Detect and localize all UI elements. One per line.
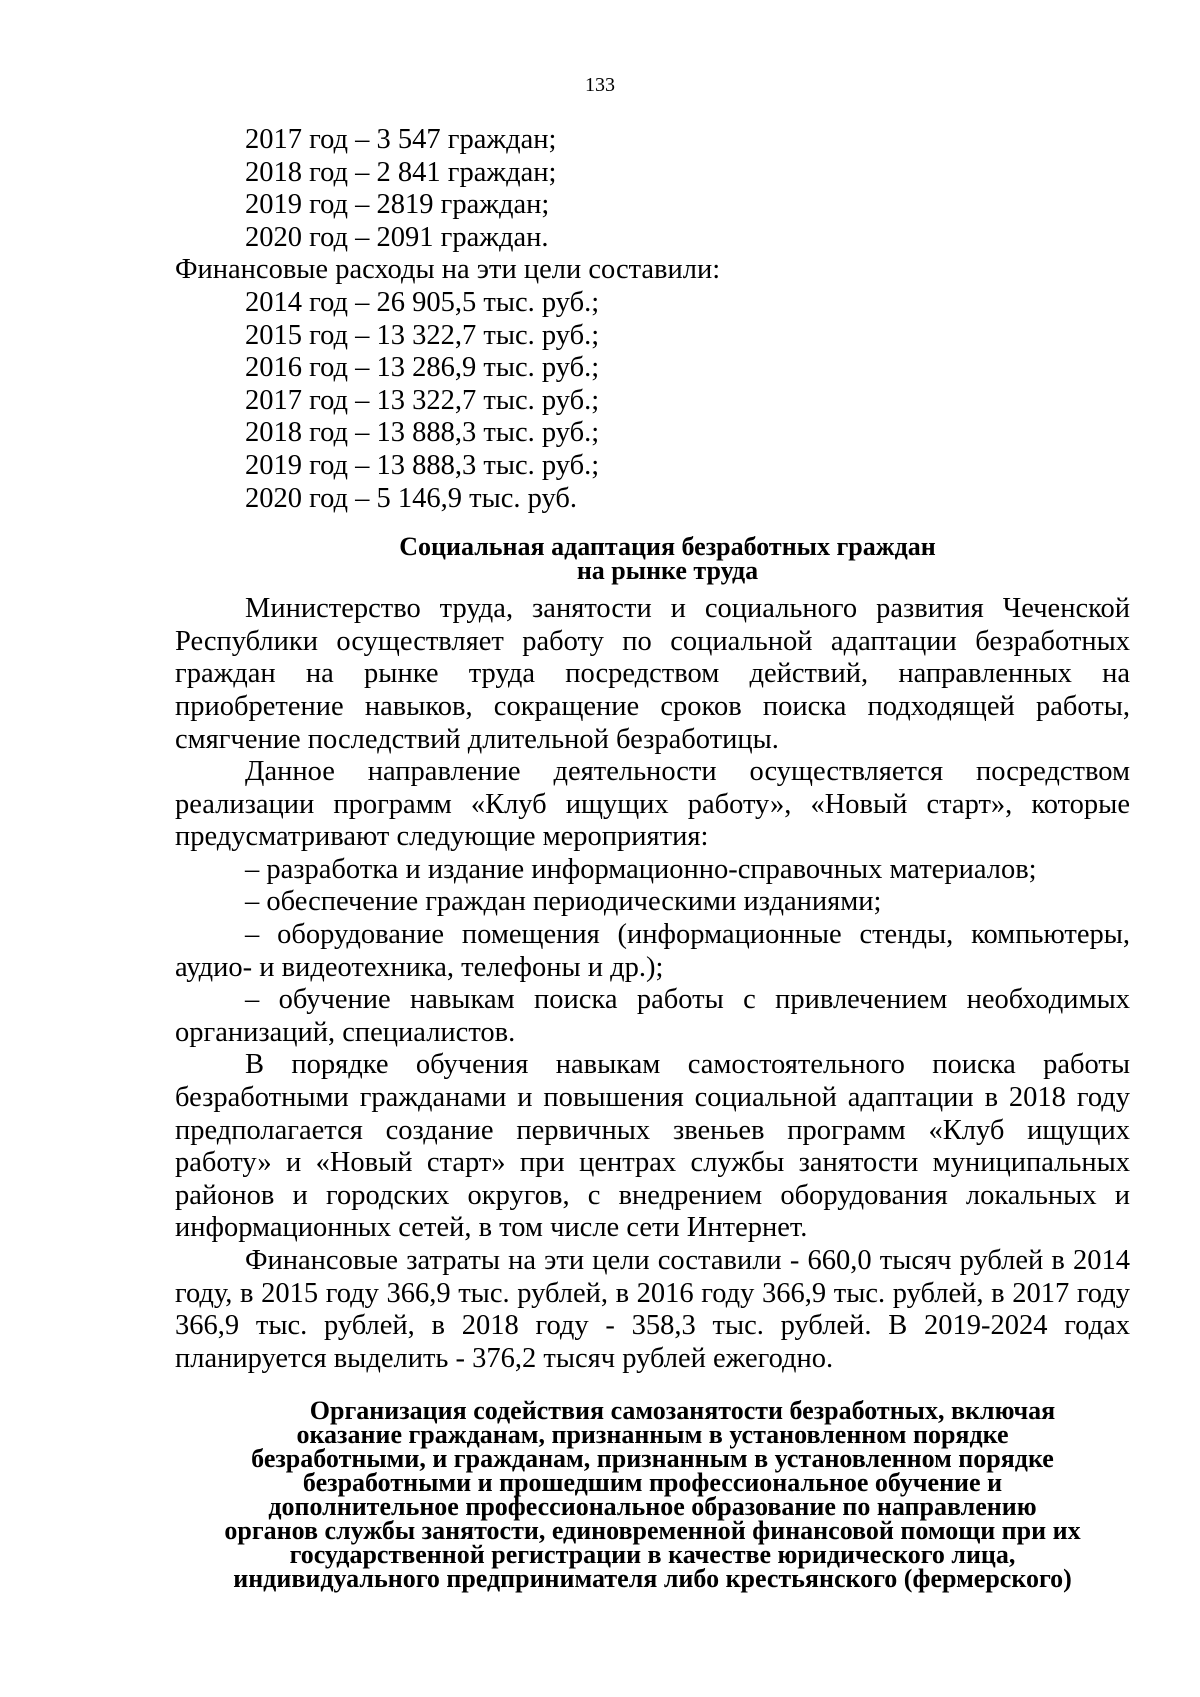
page-content [175, 124, 1130, 1594]
heading-line: безработными и прошедшим профессиональное обучение и [302, 1468, 1003, 1498]
heading-line: дополнительное профессиональное образование по направлению [268, 1492, 1037, 1522]
expenses-list [175, 287, 1130, 515]
page-number: 133 [585, 74, 615, 96]
heading-line: на рынке труда [576, 556, 759, 586]
heading-line: индивидуального предпринимателя либо крестьянского (фермерского) [233, 1564, 1072, 1594]
paragraph: Финансовые затраты на эти цели составили - 660,0 тысяч рублей в 2014 году, в 2015 году 366,9 тыс. рублей, в 2016 году 366,9 тыс. рублей, в 2017 году 366,9 тыс. рублей, в 2018 году - 358,3 тыс. рублей. В 2019-2024 годах планируется выделить - 376,2 тысяч рублей ежегодно. [175, 1245, 1130, 1374]
heading-line: Организация содействия самозанятости безработных, включая [309, 1396, 1056, 1426]
paragraph: Данное направление деятельности осуществляется посредством реализации программ «Клуб ищущих работу», «Новый старт», которые предусматривают следующие мероприятия: [175, 756, 1130, 853]
list-item: – оборудование помещения (информационные стенды, компьютеры, аудио- и видеотехника, телефоны и др.); [175, 919, 1130, 983]
list-item: 2019 год – 2819 граждан; [245, 189, 550, 221]
paragraph: Министерство труда, занятости и социального развития Чеченской Республики осуществляет работу по социальной адаптации безработных граждан на рынке труда посредством действий, направленных на приобретение навыков, сокращение сроков поиска подходящей работы, смягчение последствий длительной безработицы. [175, 593, 1130, 755]
list-item: – обучение навыкам поиска работы с привлечением необходимых организаций, специалистов. [175, 984, 1130, 1048]
list-item: 2014 год – 26 905,5 тыс. руб.; [245, 286, 600, 318]
list-item: 2017 год – 13 322,7 тыс. руб.; [245, 384, 600, 416]
heading-line: органов службы занятости, единовременной финансовой помощи при их [224, 1516, 1081, 1546]
paragraph: В порядке обучения навыкам самостоятельного поиска работы безработными гражданами и повышения социальной адаптации в 2018 году предполагается создание первичных звеньев программ «Клуб ищущих работу» и «Новый старт» при центрах службы занятости муниципальных районов и городских округов, с внедрением оборудования локальных и информационных сетей, в том числе сети Интернет. [175, 1049, 1130, 1244]
list-item: 2018 год – 13 888,3 тыс. руб.; [245, 417, 600, 449]
heading-line: безработными, и гражданам, признанным в установленном порядке [251, 1444, 1054, 1474]
list-item: – обеспечение граждан периодическими изданиями; [245, 886, 882, 918]
expenses-intro: Финансовые расходы на эти цели составили: [175, 254, 721, 286]
list-item: 2020 год – 2091 граждан. [245, 221, 549, 253]
heading-line: оказание гражданам, признанным в установленном порядке [296, 1420, 1009, 1450]
list-item: 2017 год – 3 547 граждан; [245, 124, 557, 155]
list-item: 2018 год – 2 841 граждан; [245, 156, 557, 188]
citizens-list [175, 124, 1130, 254]
list-item: 2020 год – 5 146,9 тыс. руб. [245, 482, 578, 514]
list-item: – разработка и издание информационно-справочных материалов; [245, 853, 1037, 885]
measures-list [175, 854, 1130, 1050]
list-item: 2016 год – 13 286,9 тыс. руб.; [245, 352, 600, 384]
list-item: 2019 год – 13 888,3 тыс. руб.; [245, 449, 600, 481]
heading-line: государственной регистрации в качестве юридического лица, [289, 1540, 1016, 1570]
section-heading-social-adaptation [175, 532, 1130, 586]
section-heading-self-employment [175, 1396, 1130, 1594]
list-item: 2015 год – 13 322,7 тыс. руб.; [245, 319, 600, 351]
heading-line: Социальная адаптация безработных граждан [399, 532, 936, 562]
